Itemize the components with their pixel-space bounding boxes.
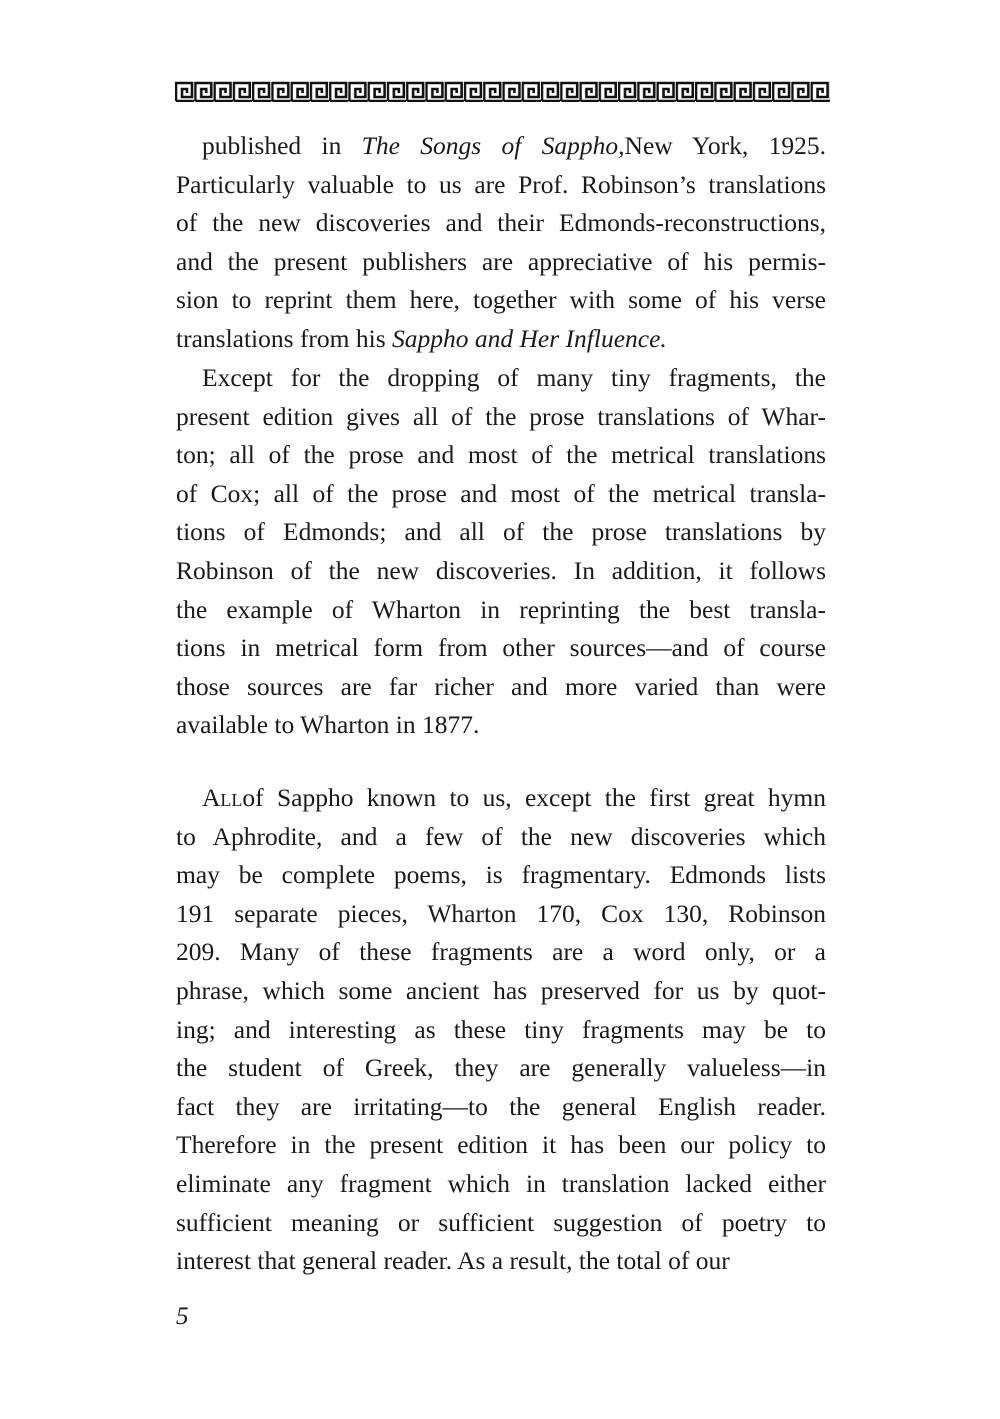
text-line: may be complete poems, is fragmentary. Edmonds lists: [176, 860, 826, 890]
text-line: the example of Wharton in reprinting the best transla-: [176, 594, 826, 624]
text-line: those sources are far richer and more varied than were: [176, 671, 826, 701]
text-line: of Cox; all of the prose and most of the metrical transla-: [176, 478, 826, 508]
text-line: sufficient meaning or sufficient suggestion of poetry to: [176, 1207, 826, 1237]
text-line: present edition gives all of the prose translations of Whar-: [176, 401, 826, 431]
text-line: of the new discoveries and their Edmonds-reconstructions,: [176, 208, 826, 238]
text-line: 209. Many of these fragments are a word only, or a: [176, 937, 826, 967]
text-line: phrase, which some ancient has preserved for us by quot-: [176, 976, 826, 1005]
text-line: and the present publishers are appreciative of his permis-: [176, 246, 826, 276]
text-line: Particularly valuable to us are Prof. Robinson’s translations: [176, 169, 826, 199]
page-number: 5: [176, 1303, 189, 1330]
text-line: tions of Edmonds; and all of the prose translations by: [176, 517, 826, 547]
text-line: Robinson of the new discoveries. In addition, it follows: [176, 556, 826, 585]
text-line: published in The Songs of Sappho,New York, 1925.: [202, 131, 826, 160]
text-line: fact they are irritating—to the general English reader.: [176, 1091, 826, 1121]
text-line: to Aphrodite, and a few of the new discoveries which: [176, 821, 826, 851]
text-line: sion to reprint them here, together with some of his verse: [176, 285, 826, 315]
text-line: interest that general reader. As a result, the total of our: [176, 1246, 730, 1276]
text-line: the student of Greek, they are generally valueless—in: [176, 1053, 826, 1083]
text-line: Allof Sappho known to us, except the first great hymn: [202, 783, 826, 812]
text-line: available to Wharton in 1877.: [176, 710, 480, 740]
text-line: tions in metrical form from other sources—and of course: [176, 633, 826, 663]
text-line: eliminate any fragment which in translation lacked either: [176, 1169, 826, 1198]
text-line: translations from his Sappho and Her Influence.: [176, 324, 667, 353]
text-line: ton; all of the prose and most of the metrical translations: [176, 440, 826, 470]
text-line: Therefore in the present edition it has been our policy to: [176, 1130, 826, 1160]
text-line: Except for the dropping of many tiny fragments, the: [202, 363, 826, 392]
text-line: ing; and interesting as these tiny fragments may be to: [176, 1014, 826, 1044]
text-line: 191 separate pieces, Wharton 170, Cox 130, Robinson: [176, 898, 826, 928]
greek-key-border: [175, 80, 830, 102]
